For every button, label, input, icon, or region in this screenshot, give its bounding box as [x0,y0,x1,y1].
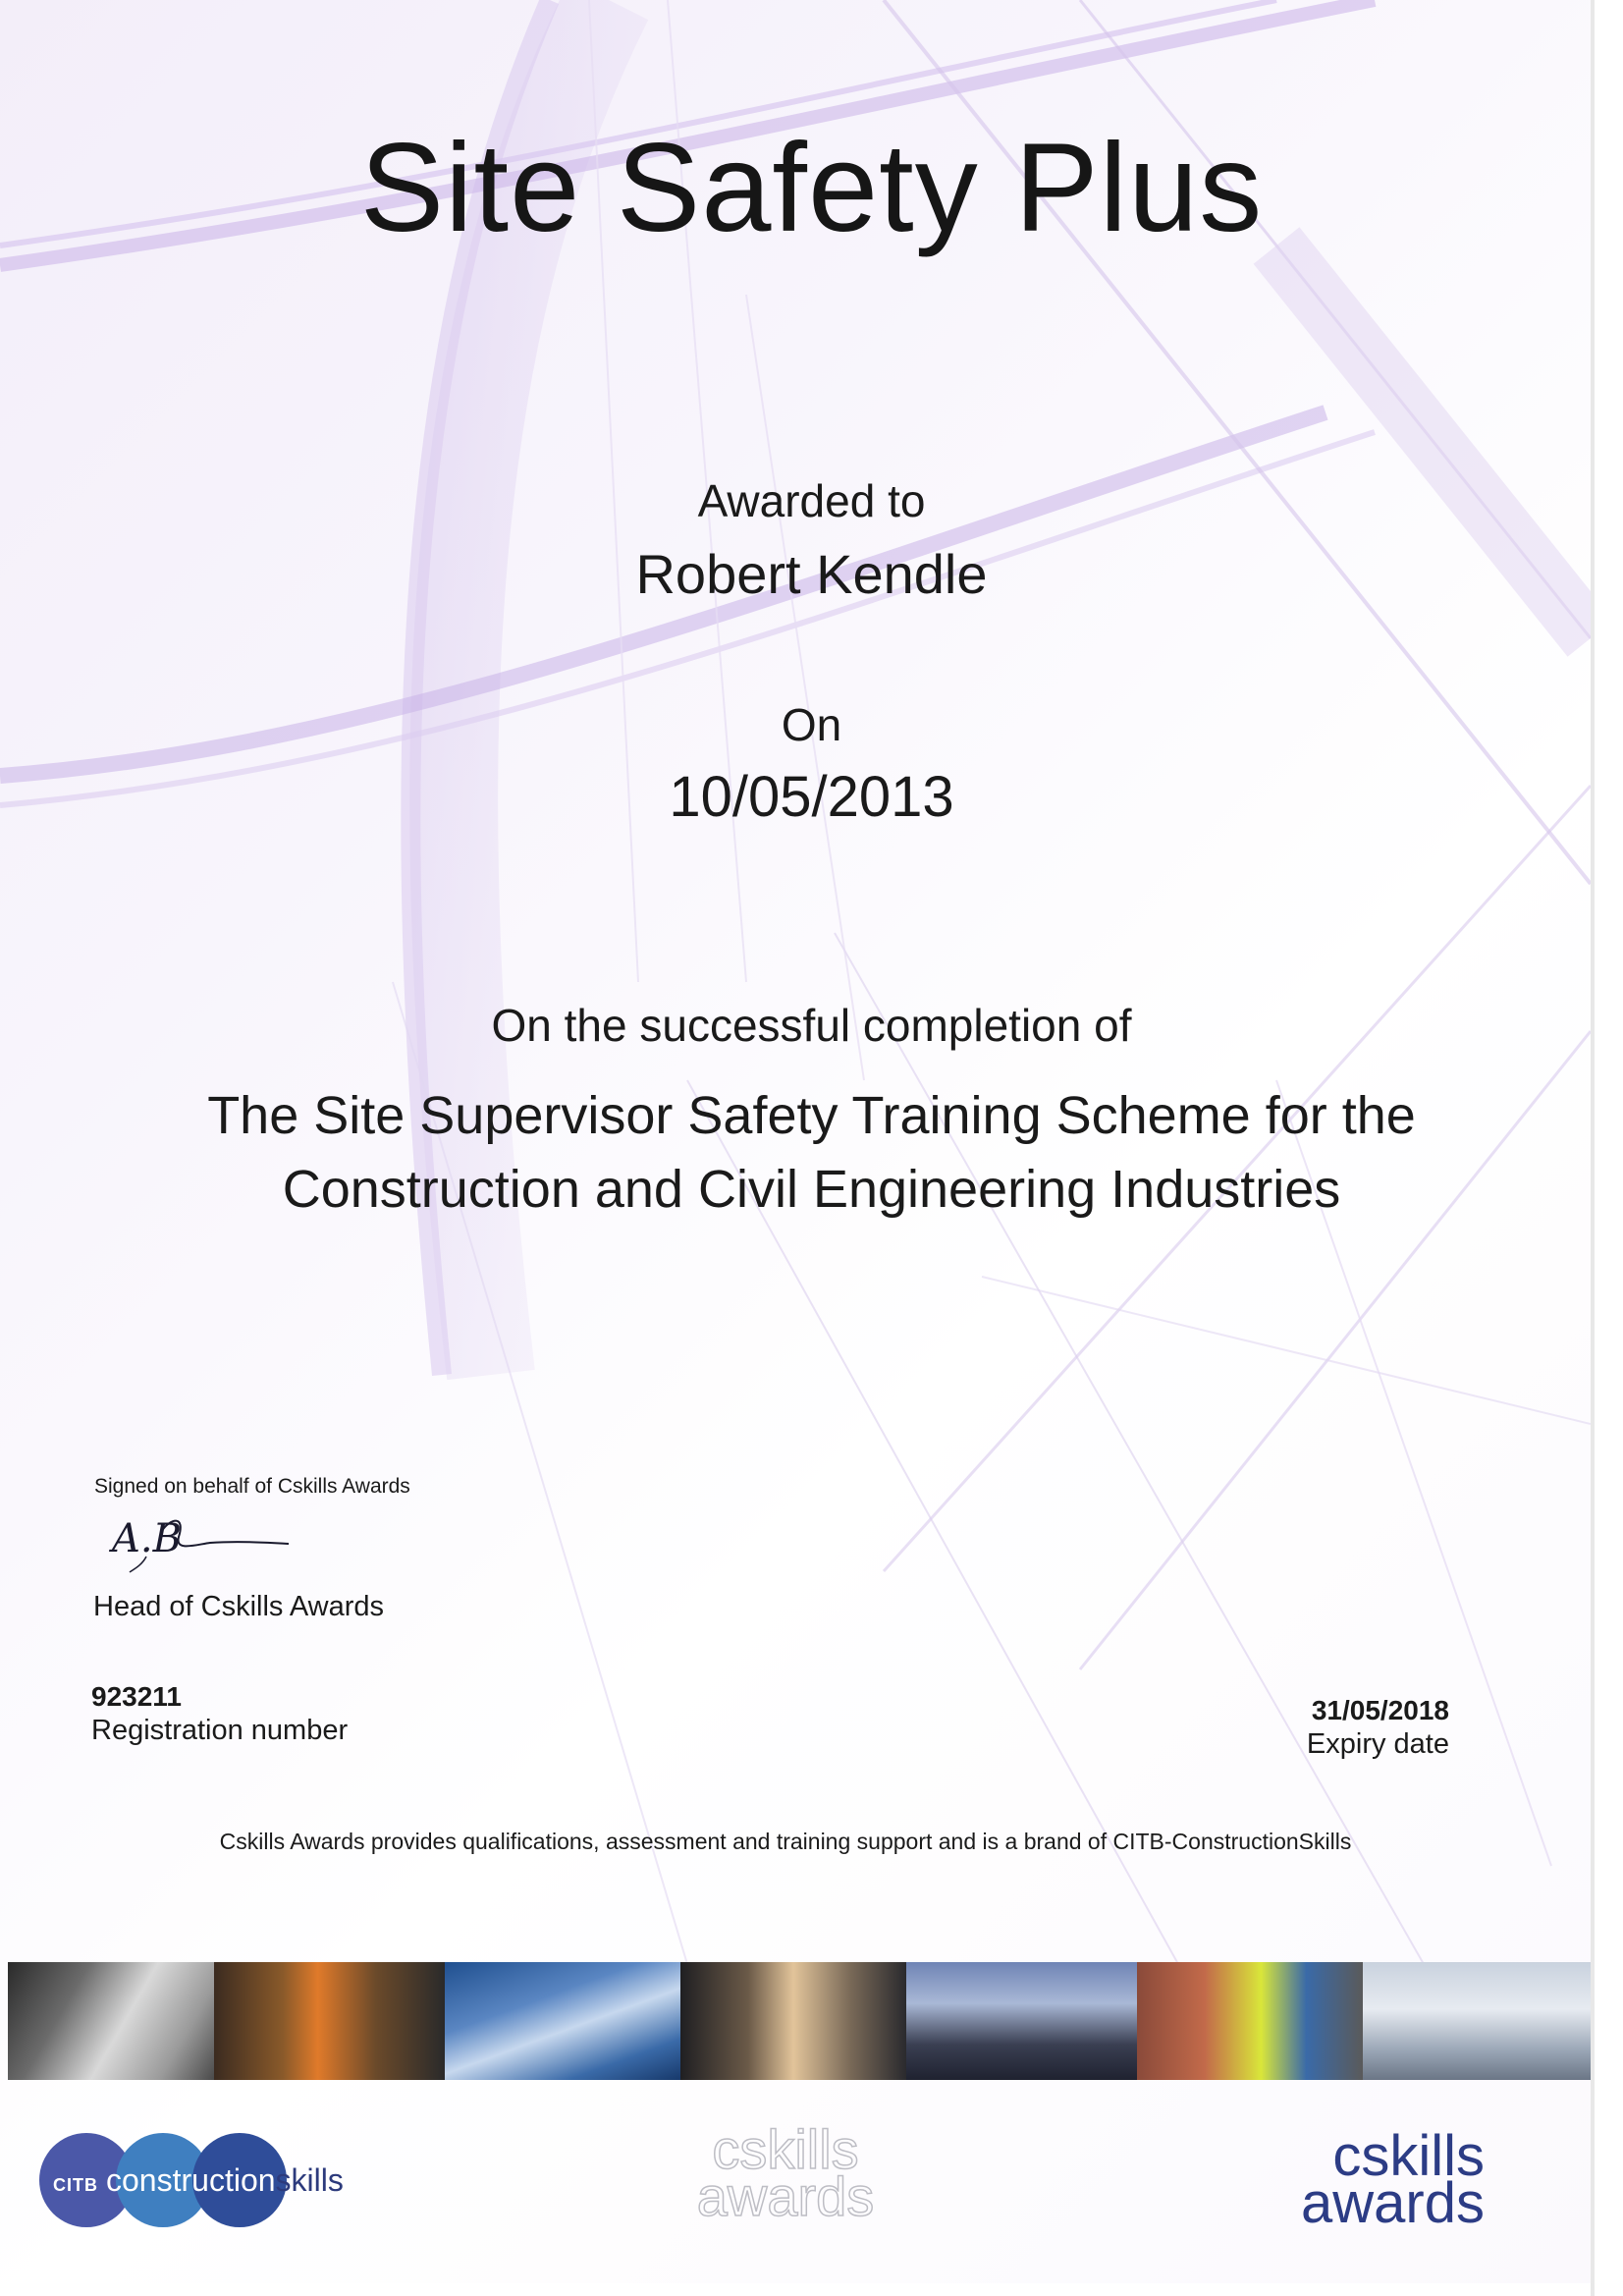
citb-suffix: skills [275,2162,344,2198]
watermark-line-2: awards [696,2165,875,2227]
expiry-label: Expiry date [1306,1728,1449,1760]
citb-prefix: CITB [53,2175,98,2195]
expiry-date: 31/05/2018 [1311,1695,1449,1725]
photo-construction-workers [214,1962,445,2080]
page-edge [1591,0,1595,2296]
qualification-line-2: Construction and Civil Engineering Industries [282,1160,1341,1219]
brand-statement: Cskills Awards provides qualifications, assessment and training support and is a brand of CITB-ConstructionSkills [219,1829,1352,1854]
recipient-name: Robert Kendle [635,543,988,605]
registration-number: 923211 [91,1681,182,1712]
signature-text: A.B [112,1516,182,1561]
awarded-label: Awarded to [697,475,926,526]
cskills-awards-logo [1301,2124,1485,2235]
photo-strip [8,1962,1591,2080]
cskills-line-2: awards [1301,2171,1485,2235]
watermark-line-1: cskills [712,2118,859,2180]
cskills-watermark-logo [687,2118,884,2227]
citb-main: construction [106,2162,276,2198]
qualification-line-1: The Site Supervisor Safety Training Scheme for the [207,1086,1416,1145]
signer-role: Head of Cskills Awards [93,1591,385,1622]
photo-workshop-interior [1363,1962,1591,2080]
cskills-line-1: cskills [1332,2124,1485,2188]
signed-caption: Signed on behalf of Cskills Awards [94,1475,410,1498]
registration-label: Registration number [91,1715,349,1746]
photo-stadium-roof [906,1962,1137,2080]
citb-constructionskills-logo [39,2133,393,2227]
completion-label: On the successful completion of [491,1000,1132,1051]
photo-document-closeup [8,1962,214,2080]
certificate-title: Site Safety Plus [359,118,1264,258]
award-date: 10/05/2013 [669,765,954,829]
signature [102,1507,298,1576]
photo-site-worker-hi-vis [1137,1962,1363,2080]
on-label: On [781,699,842,750]
citb-logo-text [53,2162,344,2199]
photo-glass-building [445,1962,680,2080]
photo-woman-at-desk [680,1962,906,2080]
